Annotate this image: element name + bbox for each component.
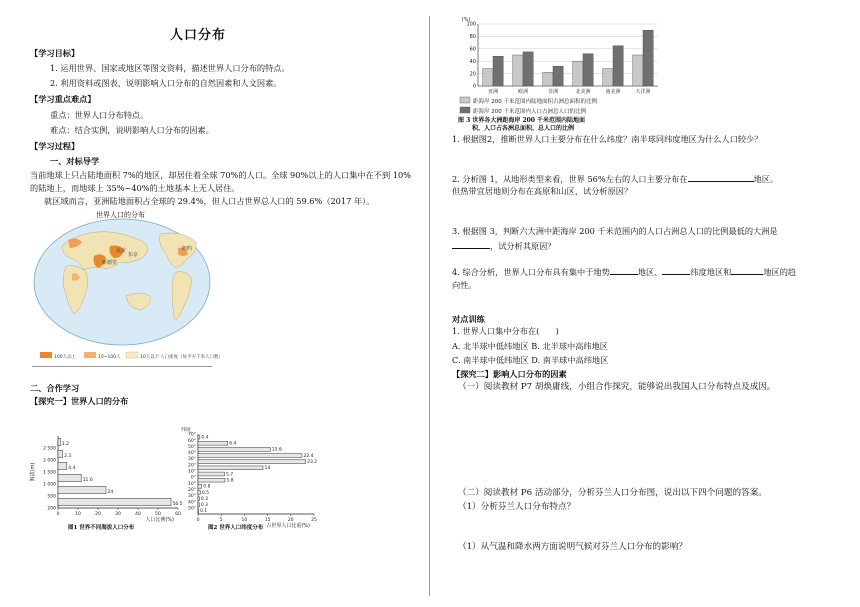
question-4-blank-3[interactable]	[731, 266, 763, 275]
chart1-bar	[58, 498, 171, 505]
chart1-data-label: 4.4	[68, 466, 76, 472]
chart2-bar	[198, 454, 302, 458]
chart1-x-tick-label: 30	[115, 512, 121, 517]
chart3-y-tick-label: 80	[469, 34, 476, 41]
chart2-data-label: 5.8	[226, 478, 234, 484]
question-2-suffix: 地区。	[753, 174, 779, 184]
chart3-bar	[523, 52, 533, 86]
chart2-data-label: 5.7	[225, 472, 234, 478]
chart1-caption: 图1 世界不同海拔人口分布	[68, 525, 135, 531]
chart1-x-tick-label: 50	[155, 512, 161, 517]
chart3-legend-swatch-area	[460, 97, 470, 103]
drill-heading: 对点训练	[452, 314, 485, 324]
map-title: 世界人口的分布	[96, 211, 145, 219]
chart2-bar	[198, 491, 200, 495]
guide-heading: 一、对标导学	[50, 156, 100, 166]
question-4-part-c: 纬度地区和	[690, 267, 732, 277]
explore1-heading: 【探究一】世界人口的分布	[30, 396, 129, 406]
goal-1: 1. 运用世界、国家或地区等图文资料，描述世界人口分布的特点。	[50, 63, 290, 73]
world-population-map	[32, 218, 223, 366]
question-4-blank-1[interactable]	[610, 266, 638, 275]
chart2-data-label: 15.6	[271, 447, 282, 453]
chart2-data-label: 0.8	[203, 484, 211, 490]
chart2-x-axis-title: 占世界人口比重(%)	[266, 523, 310, 529]
chart3-bar	[583, 54, 593, 86]
chart3-category-label: 非洲	[547, 89, 559, 95]
chart3-bar	[573, 61, 583, 86]
question-2-text: 2. 分析图 1，从地形类型来看，世界 56%左右的人口主要分布在	[452, 174, 688, 184]
guide-paragraph-1: 当前地球上只占陆地面积 7%的地区，却居住着全球 70%的人口。全球 90%以上的人口集中在不到 10%的陆地上，而地球上 35%~40%的土地基本上无人居住。	[30, 170, 411, 193]
chart2-bar	[198, 478, 225, 482]
chart3-legend-population: 距海岸 200 千米范围内人口占洲总人口的比例	[473, 109, 586, 115]
legend-medium: 10~100人	[98, 355, 121, 360]
question-4-blank-2[interactable]	[662, 266, 690, 275]
question-4-line2: 向性。	[452, 280, 477, 290]
chart2-data-label: 6.4	[229, 441, 237, 447]
legend-swatch-high	[40, 352, 52, 358]
chart2-bar	[198, 435, 200, 439]
chart1-data-label: 1.2	[61, 442, 70, 448]
chart2-category-label: 50°	[188, 506, 196, 512]
explore2-item2: （1）从气温和降水两方面说明气候对芬兰人口分布的影响？	[458, 542, 687, 552]
legend-low: 10人以下	[140, 355, 160, 360]
chart2-x-tick-label: 10	[241, 518, 248, 523]
legend-swatch-medium	[84, 352, 96, 358]
chart3-y-tick-label: 0	[472, 83, 476, 90]
chart3-y-tick-label: 20	[469, 71, 476, 78]
column-divider	[429, 16, 430, 596]
question-3: 3. 根据图 3，判断六大洲中距海岸 200 千米范围内的人口占洲总人口的比例最低的大洲是	[452, 226, 778, 236]
chart3-y-axis-title: (%)	[461, 17, 471, 23]
drill-question: 1. 世界人口集中分布在( )	[452, 326, 559, 336]
chart-altitude-population	[28, 432, 188, 532]
question-3-blank[interactable]	[452, 240, 490, 249]
chart3-caption-1: 图 3 世界各大洲距海岸 200 千米范围内陆地面	[458, 117, 586, 124]
chart2-data-label: 0.3	[200, 503, 209, 509]
question-4-part-d: 地区的趋	[763, 267, 797, 277]
chart2-category-label: 40°	[188, 451, 196, 457]
map-label-new-york: 纽约	[182, 246, 193, 252]
map-underline	[32, 366, 212, 367]
chart2-category-label: 20°	[188, 463, 196, 469]
chart1-category-label: 500	[47, 494, 56, 500]
chart1-category-label: 2 000	[43, 458, 56, 464]
chart2-data-label: 0.4	[201, 435, 209, 441]
chart1-bar	[58, 486, 106, 493]
chart1-x-axis-title: 人口比例(%)	[145, 517, 174, 523]
chart1-x-tick-label: 20	[95, 512, 101, 517]
chart2-bar	[198, 447, 270, 451]
chart1-data-label: 24	[107, 490, 114, 496]
question-3-suffix: ，试分析其原因？	[490, 241, 556, 251]
chart3-bar	[483, 69, 493, 86]
chart2-data-label: 0.5	[201, 490, 209, 496]
chart3-legend-swatch-population	[460, 107, 470, 113]
chart2-category-label: 30°	[188, 494, 196, 500]
chart1-x-tick-label: 10	[75, 512, 81, 517]
chart2-x-tick-label: 25	[311, 518, 317, 523]
chart3-y-tick-label: 60	[469, 46, 476, 53]
question-3-line2	[452, 240, 556, 252]
chart3-y-tick-label: 40	[469, 58, 476, 65]
key-points-heading: 【学习重点难点】	[30, 94, 96, 104]
chart2-caption: 图2 世界人口纬度分布	[208, 525, 264, 531]
chart2-category-label: 30°	[188, 457, 196, 463]
map-label-beijing: 北京	[116, 248, 127, 254]
chart3-category-label: 北美洲	[575, 89, 591, 95]
question-4	[452, 266, 796, 278]
chart1-bar	[58, 450, 63, 457]
chart3-bar	[613, 46, 623, 86]
chart2-category-label: 20°	[188, 487, 196, 493]
legend-high: 100人以上	[54, 355, 77, 360]
chart1-data-label: 11.6	[82, 478, 93, 484]
chart1-x-tick-label: 40	[135, 512, 141, 517]
chart2-category-label: 70°	[188, 432, 196, 438]
chart2-bar	[198, 509, 199, 513]
chart2-x-tick-label: 5	[219, 518, 223, 523]
chart3-y-tick-label: 100	[466, 21, 476, 28]
chart2-bar	[198, 441, 228, 445]
question-2-blank[interactable]	[688, 173, 754, 182]
guide-paragraph-2: 就区域而言，亚洲陆地面积占全球的 29.4%，但人口占世界总人口的 59.6%（2017 年）。	[44, 196, 375, 206]
chart2-data-label: 14	[264, 466, 271, 472]
chart2-category-label: 40°	[188, 500, 196, 506]
chart1-category-label: 1 000	[43, 482, 56, 488]
chart-coastal-ratio	[454, 14, 664, 106]
question-4-text: 4. 综合分析，世界人口分布具有集中于地势	[452, 267, 610, 277]
map-label-new-delhi: 新德里	[102, 260, 118, 266]
chart3-bar	[553, 66, 563, 86]
chart3-legend-area: 距海岸 200 千米范围内陆地面积占洲总面积的比例	[473, 99, 597, 105]
chart1-bar	[58, 462, 67, 469]
coop-heading: 二、合作学习	[30, 383, 80, 393]
chart2-x-tick-label: 15	[264, 518, 271, 523]
chart1-category-label: 200	[47, 506, 56, 512]
chart3-bar	[633, 55, 643, 86]
explore2-heading: 【探究二】影响人口分布的因素	[452, 369, 567, 379]
chart2-category-label: 10°	[188, 469, 196, 475]
page-title: 人口分布	[170, 28, 227, 43]
chart2-bar	[198, 466, 263, 470]
chart3-bar	[603, 69, 613, 86]
explore2-part2: （二）阅读教材 P6 活动部分，分析芬兰人口分布图，说出以下四个问题的答案。	[458, 488, 767, 498]
question-2	[452, 173, 778, 185]
chart3-bar	[493, 56, 503, 86]
chart2-bar	[198, 472, 224, 476]
chart3-bar	[513, 55, 523, 86]
chart3-bar	[543, 72, 553, 86]
legend-swatch-low	[126, 352, 138, 358]
chart2-category-label: 10°	[188, 481, 196, 487]
chart2-data-label: 0.1	[199, 509, 208, 515]
chart1-bar	[58, 438, 60, 445]
chart3-category-label: 大洋洲	[635, 89, 651, 95]
chart3-category-label: 欧洲	[517, 89, 529, 95]
question-4-part-b: 地区、	[637, 267, 663, 277]
chart1-data-label: 56.5	[172, 502, 183, 508]
chart-latitude-population	[176, 426, 326, 532]
chart1-x-tick-label: 60	[175, 512, 181, 517]
chart3-bar	[643, 30, 653, 86]
goals-heading: 【学习目标】	[30, 48, 80, 58]
drill-options-cd: C. 南半球中低纬地区 D. 南半球中高纬地区	[452, 355, 609, 365]
chart2-bar	[198, 497, 199, 501]
chart2-data-label: 22.4	[303, 453, 314, 459]
question-1: 1. 根据图2，推断世界人口主要分布在什么纬度？南半球同纬度地区为什么人口较少？	[452, 134, 763, 144]
chart2-y-axis-title: 纬度	[181, 428, 191, 433]
chart3-category-label: 亚洲	[487, 89, 499, 95]
chart3-caption-2: 积、人口占各洲总面积、总人口的比例	[472, 125, 575, 132]
chart1-data-label: 2.3	[64, 454, 72, 460]
chart2-category-label: 60°	[188, 438, 196, 444]
process-heading: 【学习过程】	[30, 141, 80, 151]
chart2-data-label: 23.2	[307, 460, 318, 465]
map-label-tokyo: 东京	[128, 252, 139, 258]
legend-density-note: 人口密度（每平方千米人口数）	[160, 355, 223, 360]
chart1-bar	[58, 474, 81, 481]
chart1-x-tick-label: 0	[56, 512, 60, 517]
chart2-bar	[198, 503, 199, 507]
chart3-category-label: 南美洲	[605, 89, 621, 95]
chart2-x-tick-label: 0	[196, 518, 200, 523]
chart2-bar	[198, 484, 202, 488]
chart1-category-label: 2 500	[43, 446, 56, 452]
question-2-followup: 但热带宜居地则分布在高原和山区，试分析原因？	[452, 186, 633, 196]
chart2-data-label: 0.3	[200, 496, 209, 502]
chart1-y-axis-title: 海拔(m)	[30, 462, 36, 482]
goal-2: 2. 利用资料或图表，说明影响人口分布的自然因素和人文因素。	[50, 78, 282, 88]
key-point-2: 难点：结合实例，说明影响人口分布的因素。	[50, 125, 214, 135]
explore2-part1: （一）阅读教材 P7 胡焕庸线，小组合作探究，能够说出我国人口分布特点及成因。	[458, 382, 776, 392]
key-point-1: 重点：世界人口分布特点。	[50, 110, 149, 120]
chart2-x-tick-label: 20	[287, 518, 294, 523]
chart2-bar	[198, 460, 306, 464]
explore2-item1: （1）分析芬兰人口分布特点？	[458, 502, 576, 512]
chart2-category-label: 0°	[190, 475, 196, 481]
chart3-legend	[458, 96, 678, 118]
chart2-category-label: 50°	[188, 444, 196, 450]
chart1-category-label: 1 500	[43, 470, 56, 476]
drill-options-ab: A. 北半球中低纬地区 B. 北半球中高纬地区	[452, 341, 608, 351]
